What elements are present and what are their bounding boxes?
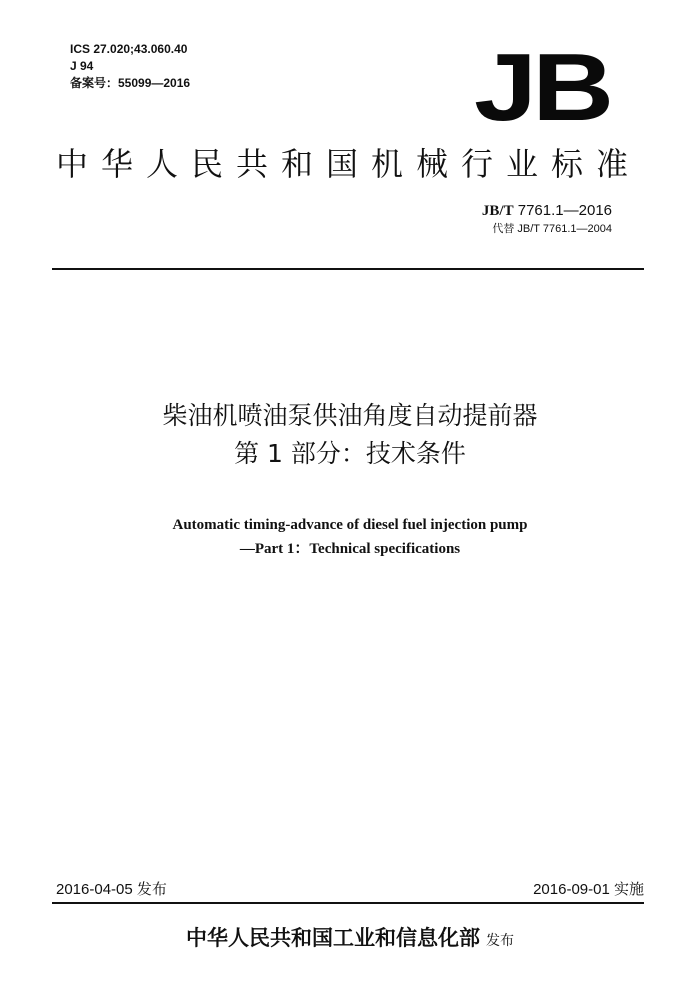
bottom-divider	[52, 902, 644, 904]
filing-number: 备案号：55099—2016	[70, 76, 191, 90]
replaces-standard: 代替 JB/T 7761.1—2004	[492, 223, 612, 235]
standard-number	[482, 201, 612, 221]
standard-category-title: 中华人民共和国机械行业标准	[56, 145, 642, 183]
standard-number-block	[482, 201, 612, 237]
jb-logo: JB	[474, 34, 610, 141]
effective-date: 2016-09-01 实施	[533, 881, 644, 898]
ccs-code: J 94	[70, 59, 94, 73]
chinese-title	[0, 397, 700, 473]
english-title-line-1: Automatic timing-advance of diesel fuel injection pump	[172, 517, 528, 533]
english-title-line-2: —Part 1：Technical specifications	[239, 541, 461, 557]
chinese-title-line-2: 第 1 部分：技术条件	[234, 439, 466, 468]
issuer-line	[0, 922, 700, 957]
chinese-title-line-1: 柴油机喷油泵供油角度自动提前器	[162, 401, 538, 430]
english-title	[0, 513, 700, 561]
standard-number-value: 7761.1—2016	[517, 202, 612, 219]
classification-block	[70, 41, 190, 92]
publish-date: 2016-04-05 发布	[56, 881, 167, 898]
top-divider	[52, 268, 644, 270]
date-row	[52, 880, 644, 902]
standard-number-prefix: JB/T	[481, 203, 514, 219]
ics-code: ICS 27.020;43.060.40	[70, 42, 188, 56]
issuing-organization: 中华人民共和国工业和信息化部	[186, 926, 480, 950]
issuer-suffix: 发布	[486, 933, 514, 949]
